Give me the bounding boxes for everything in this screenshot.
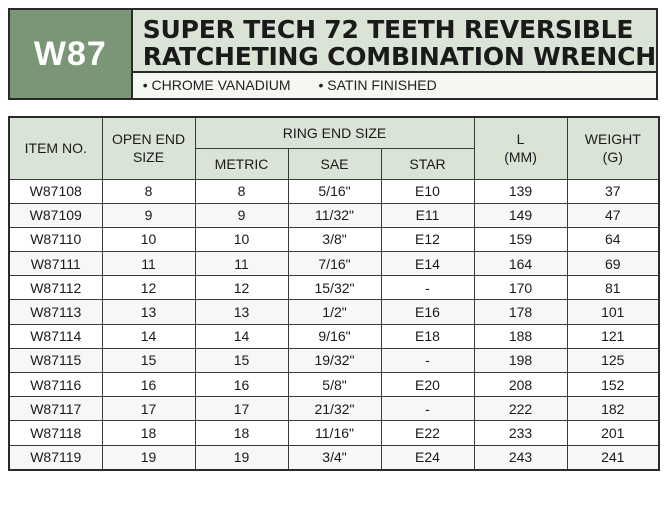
cell-open-end-size: 9	[102, 203, 195, 227]
cell-metric: 18	[195, 421, 288, 445]
cell-weight: 241	[567, 445, 659, 470]
header-open-end-line1: OPEN END	[111, 131, 186, 148]
header-length-line1: L	[516, 131, 525, 148]
cell-open-end-size: 10	[102, 227, 195, 251]
product-code-box	[10, 10, 133, 98]
cell-open-end-size: 8	[102, 179, 195, 203]
cell-weight: 37	[567, 179, 659, 203]
cell-length: 139	[474, 179, 567, 203]
cell-metric: 16	[195, 373, 288, 397]
product-header	[8, 8, 658, 100]
cell-length: 198	[474, 348, 567, 372]
header-ring-end	[195, 117, 474, 148]
title-area	[133, 10, 656, 98]
cell-length: 164	[474, 252, 567, 276]
cell-item-no: W87109	[9, 203, 102, 227]
table-row	[9, 421, 659, 445]
header-star: STAR	[381, 148, 474, 179]
feature-item: • CHROME VANADIUM	[142, 77, 291, 94]
header-length	[474, 117, 567, 179]
cell-length: 170	[474, 276, 567, 300]
cell-star: E16	[381, 300, 474, 324]
cell-item-no: W87117	[9, 397, 102, 421]
cell-metric: 13	[195, 300, 288, 324]
cell-open-end-size: 18	[102, 421, 195, 445]
cell-length: 208	[474, 373, 567, 397]
table-row	[9, 445, 659, 470]
cell-item-no: W87112	[9, 276, 102, 300]
cell-open-end-size: 13	[102, 300, 195, 324]
cell-open-end-size: 17	[102, 397, 195, 421]
table-row	[9, 373, 659, 397]
header-length-line2: (MM)	[504, 149, 537, 166]
cell-metric: 19	[195, 445, 288, 470]
cell-weight: 125	[567, 348, 659, 372]
table-row	[9, 227, 659, 251]
cell-star: E14	[381, 252, 474, 276]
header-weight	[567, 117, 659, 179]
header-weight-line1: WEIGHT	[584, 131, 641, 148]
cell-sae: 19/32"	[288, 348, 381, 372]
cell-weight: 182	[567, 397, 659, 421]
cell-sae: 3/4"	[288, 445, 381, 470]
cell-metric: 17	[195, 397, 288, 421]
cell-metric: 10	[195, 227, 288, 251]
table-row	[9, 397, 659, 421]
cell-weight: 101	[567, 300, 659, 324]
table-body	[9, 179, 659, 470]
table-row	[9, 203, 659, 227]
feature-list	[133, 73, 656, 98]
product-code: W87	[33, 34, 107, 73]
table-row	[9, 324, 659, 348]
cell-item-no: W87113	[9, 300, 102, 324]
cell-open-end-size: 16	[102, 373, 195, 397]
cell-weight: 121	[567, 324, 659, 348]
cell-open-end-size: 12	[102, 276, 195, 300]
header-sae: SAE	[288, 148, 381, 179]
cell-length: 149	[474, 203, 567, 227]
cell-weight: 64	[567, 227, 659, 251]
cell-item-no: W87119	[9, 445, 102, 470]
header-weight-line2: (G)	[602, 149, 623, 166]
cell-star: E18	[381, 324, 474, 348]
cell-sae: 11/32"	[288, 203, 381, 227]
cell-star: E20	[381, 373, 474, 397]
header-open-end	[102, 117, 195, 179]
header-item-no	[9, 117, 102, 179]
cell-length: 188	[474, 324, 567, 348]
title-line-1: SUPER TECH 72 TEETH REVERSIBLE	[142, 15, 634, 44]
cell-length: 243	[474, 445, 567, 470]
cell-length: 233	[474, 421, 567, 445]
table-row	[9, 252, 659, 276]
cell-length: 178	[474, 300, 567, 324]
cell-sae: 11/16"	[288, 421, 381, 445]
cell-item-no: W87114	[9, 324, 102, 348]
cell-sae: 5/16"	[288, 179, 381, 203]
cell-metric: 11	[195, 252, 288, 276]
table-row	[9, 300, 659, 324]
cell-metric: 12	[195, 276, 288, 300]
cell-weight: 201	[567, 421, 659, 445]
cell-metric: 9	[195, 203, 288, 227]
cell-weight: 152	[567, 373, 659, 397]
cell-star: E11	[381, 203, 474, 227]
product-title	[133, 10, 656, 73]
header-metric: METRIC	[195, 148, 288, 179]
cell-sae: 1/2"	[288, 300, 381, 324]
cell-open-end-size: 19	[102, 445, 195, 470]
cell-open-end-size: 15	[102, 348, 195, 372]
cell-open-end-size: 11	[102, 252, 195, 276]
cell-sae: 21/32"	[288, 397, 381, 421]
cell-item-no: W87118	[9, 421, 102, 445]
cell-metric: 15	[195, 348, 288, 372]
cell-length: 159	[474, 227, 567, 251]
feature-item: • SATIN FINISHED	[318, 77, 437, 94]
cell-weight: 69	[567, 252, 659, 276]
cell-weight: 47	[567, 203, 659, 227]
cell-weight: 81	[567, 276, 659, 300]
title-line-2: RATCHETING COMBINATION WRENCH	[142, 42, 656, 71]
cell-sae: 9/16"	[288, 324, 381, 348]
cell-item-no: W87111	[9, 252, 102, 276]
table-row	[9, 179, 659, 203]
table-header	[9, 117, 659, 179]
header-open-end-line2: SIZE	[132, 149, 165, 166]
cell-star: -	[381, 276, 474, 300]
header-ring-end-label: RING END SIZE	[282, 124, 387, 141]
cell-star: E22	[381, 421, 474, 445]
cell-star: E24	[381, 445, 474, 470]
cell-sae: 15/32"	[288, 276, 381, 300]
cell-item-no: W87116	[9, 373, 102, 397]
cell-item-no: W87108	[9, 179, 102, 203]
cell-star: E12	[381, 227, 474, 251]
table-row	[9, 276, 659, 300]
cell-sae: 5/8"	[288, 373, 381, 397]
cell-open-end-size: 14	[102, 324, 195, 348]
cell-item-no: W87110	[9, 227, 102, 251]
header-item-label: ITEM NO.	[24, 140, 87, 157]
cell-length: 222	[474, 397, 567, 421]
spec-table	[8, 116, 660, 471]
cell-star: -	[381, 397, 474, 421]
cell-star: -	[381, 348, 474, 372]
cell-sae: 3/8"	[288, 227, 381, 251]
table-row	[9, 348, 659, 372]
cell-item-no: W87115	[9, 348, 102, 372]
cell-sae: 7/16"	[288, 252, 381, 276]
cell-metric: 8	[195, 179, 288, 203]
cell-metric: 14	[195, 324, 288, 348]
cell-star: E10	[381, 179, 474, 203]
